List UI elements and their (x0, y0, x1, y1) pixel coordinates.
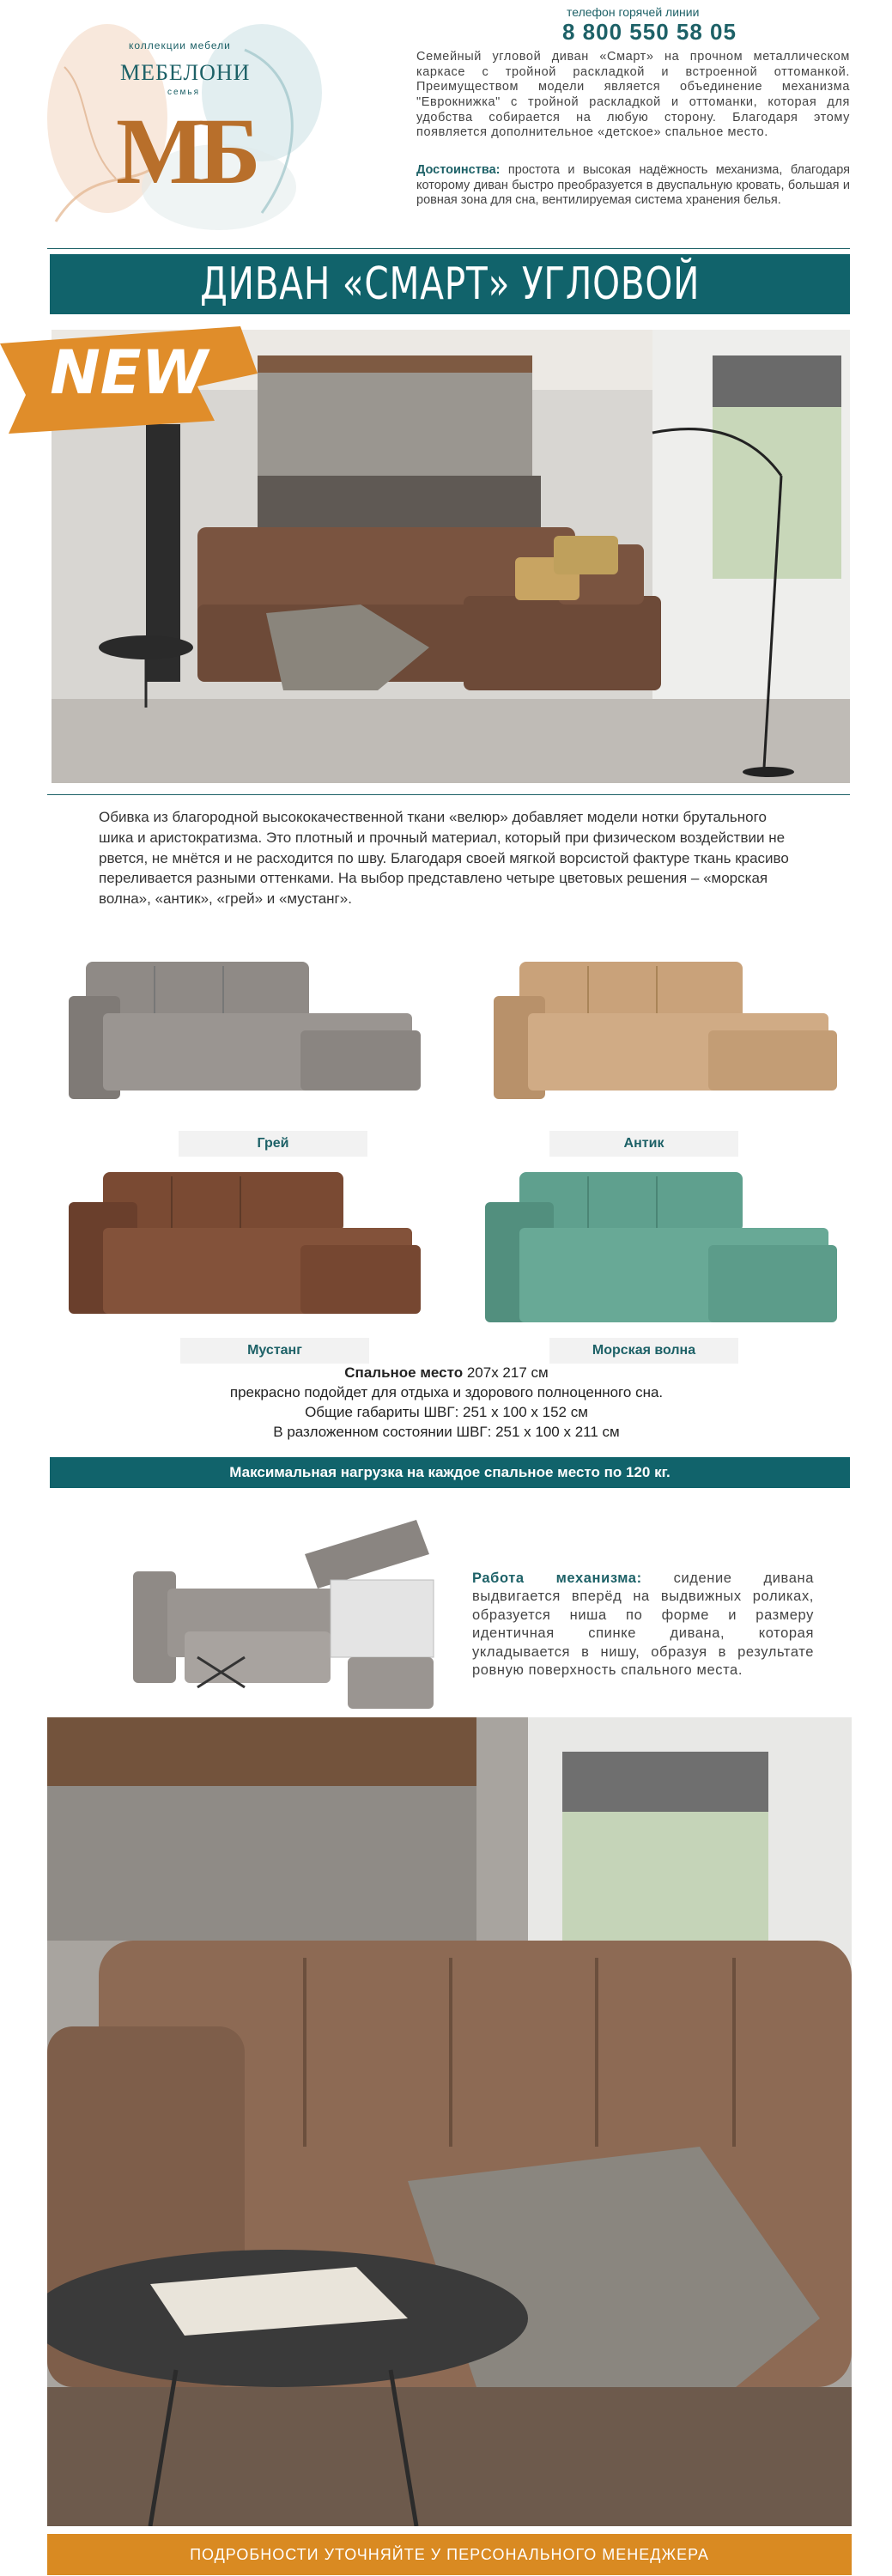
specs-sleep-value: 207х 217 см (466, 1364, 549, 1381)
footer-banner: ПОДРОБНОСТИ УТОЧНЯЙТЕ У ПЕРСОНАЛЬНОГО МЕНЕДЖЕРА (47, 2534, 852, 2575)
advantages-body: простота и высокая надёжность механизма, благодаря которому диван быстро преобразуется в двуспальную кровать, большая и ровная зона для сна, вентилируемая система хранения белья. (416, 163, 850, 208)
variant-label-grey: Грей (179, 1131, 367, 1157)
variant-label-mustang: Мустанг (180, 1338, 369, 1364)
advantages-label: Достоинства: (416, 163, 501, 177)
variant-image-mustang (69, 1159, 429, 1365)
new-badge (0, 292, 262, 442)
variant-image-sea-wave (485, 1159, 846, 1365)
mechanism-body: сидение дивана выдвигается вперёд на выдвижных роликах, образуется ниша по форме и размеру идентичная спинке дивана, которая укладывается в нишу, образуя в результате ровную поверхность спального места. (472, 1571, 814, 1679)
hotline-number[interactable]: 8 800 550 58 05 (562, 19, 737, 45)
specs-sleep-line (129, 1364, 764, 1383)
variant-image-grey (69, 945, 429, 1151)
specs-block (129, 1364, 764, 1443)
upholstery-text: Обивка из благородной высококачественной ткани «велюр» добавляет модели нотки брутального шика и аристократизма. Это плотный и прочный материал, который при физическом воздействии не рвется, не мнётся и не расходится по шву. Благодаря своей мягкой ворсистой фактуре ткань красиво переливается разными оттенками. На выбор представлено четыре цветовых решения – «морская волна», «антик», «грей» и «мустанг». (99, 809, 789, 908)
variant-label-sea-wave: Морская волна (549, 1338, 738, 1364)
mechanism-text (472, 1570, 814, 1680)
load-banner: Максимальная нагрузка на каждое спальное место по 120 кг. (50, 1457, 850, 1488)
brand-monogram: МБ (116, 99, 254, 204)
specs-unfolded: В разложенном состоянии ШВГ: 251 х 100 х 211 см (273, 1423, 620, 1440)
specs-overall: Общие габариты ШВГ: 251 х 100 х 152 см (305, 1403, 588, 1420)
brand-name: МЕБЕЛОНИ (120, 60, 251, 85)
specs-sleep-label: Спальное место (344, 1364, 464, 1381)
header-divider (47, 248, 850, 249)
closeup-photo (47, 1717, 852, 2526)
advantages-text (416, 163, 850, 209)
variant-label-antik: Антик (549, 1131, 738, 1157)
variant-image-antik (485, 945, 846, 1151)
intro-text: Семейный угловой диван «Смарт» на прочном металлическом каркасе с тройной раскладкой и встроенной оттоманкой. Преимуществом модели является объединение механизма "Еврокнижка" с тройной раскладкой и оттоманки, которая для удобства собирается на любую сторону. Благодаря этому появляется дополнительное «детское» спальное место. (416, 50, 850, 140)
specs-sleep-note: прекрасно подойдет для отдыха и здорового полноценного сна. (229, 1383, 664, 1400)
brand-logo (47, 15, 322, 239)
page-title: ДИВАН «СМАРТ» УГЛОВОЙ (199, 258, 701, 310)
brand-tagline: коллекции мебели (129, 39, 231, 52)
hero-divider (47, 794, 850, 795)
mechanism-illustration (133, 1503, 459, 1713)
new-badge-text: NEW (50, 337, 208, 408)
hotline-label: телефон горячей линии (567, 5, 700, 19)
mechanism-label: Работа механизма: (472, 1571, 642, 1586)
brand-sub: семья (167, 88, 201, 97)
